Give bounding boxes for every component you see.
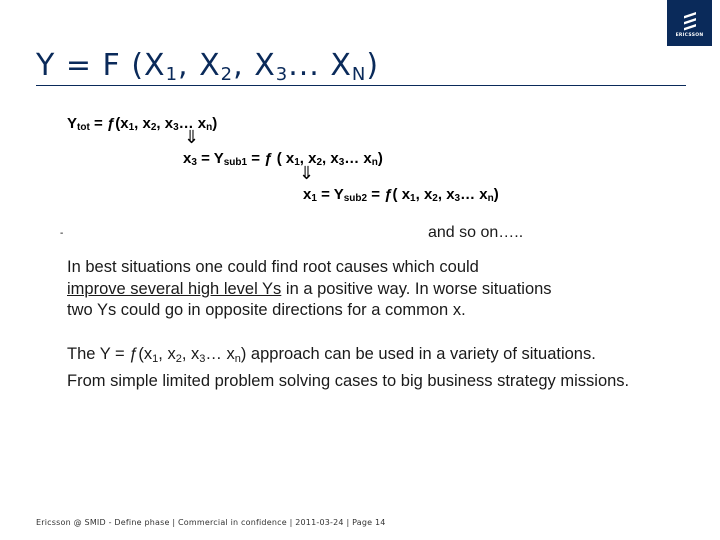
ericsson-logo-icon	[682, 11, 698, 31]
para1-line2: improve several high level Ys in a positive way. In worse situations	[67, 279, 552, 298]
equation-ysub1: $x_3 = Y_{sub1}$ = ƒ ( $x_1$, $x_2$, $x_3\dots$ $x_n$)	[183, 150, 383, 168]
page-title: Y = F ($X_1$, $X_2$, $X_3$... $X_N$)	[36, 48, 380, 85]
paragraph-approach	[67, 344, 629, 392]
para2-line2: From simple limited problem solving cases to big business strategy missions.	[67, 371, 630, 390]
bullet-marker: -	[60, 228, 64, 239]
paragraph-root-causes	[67, 257, 552, 322]
footer-text: Ericsson @ SMID - Define phase | Commercial in confidence | 2011-03-24 | Page 14	[36, 518, 386, 527]
para1-line3: two Ys could go in opposite directions for a common x.	[67, 301, 466, 319]
equation-ytot: $Y_{tot}$ = $ƒ(x_1$, $x_2$, $x_3\dots$ $x_n$)	[67, 115, 218, 133]
logo-text: ERICSSON	[675, 33, 704, 38]
equation-ysub2: $x_1 = Y_{sub2}$ = ƒ( $x_1$, $x_2$, $x_3\dots$ $x_n$)	[303, 186, 499, 204]
down-arrow-icon: ⇓	[184, 127, 200, 147]
para1-line1: In best situations one could find root causes which could	[67, 258, 479, 276]
and-so-on-text: and so on…..	[428, 224, 524, 241]
down-arrow-icon: ⇓	[299, 163, 315, 183]
para2-line1: The $Y = ƒ(x_1$, $x_2$, $x_3\dots$ $x_n$) approach can be used in a variety of situations.	[67, 345, 596, 365]
ericsson-logo	[667, 0, 712, 46]
title-divider	[36, 85, 686, 86]
